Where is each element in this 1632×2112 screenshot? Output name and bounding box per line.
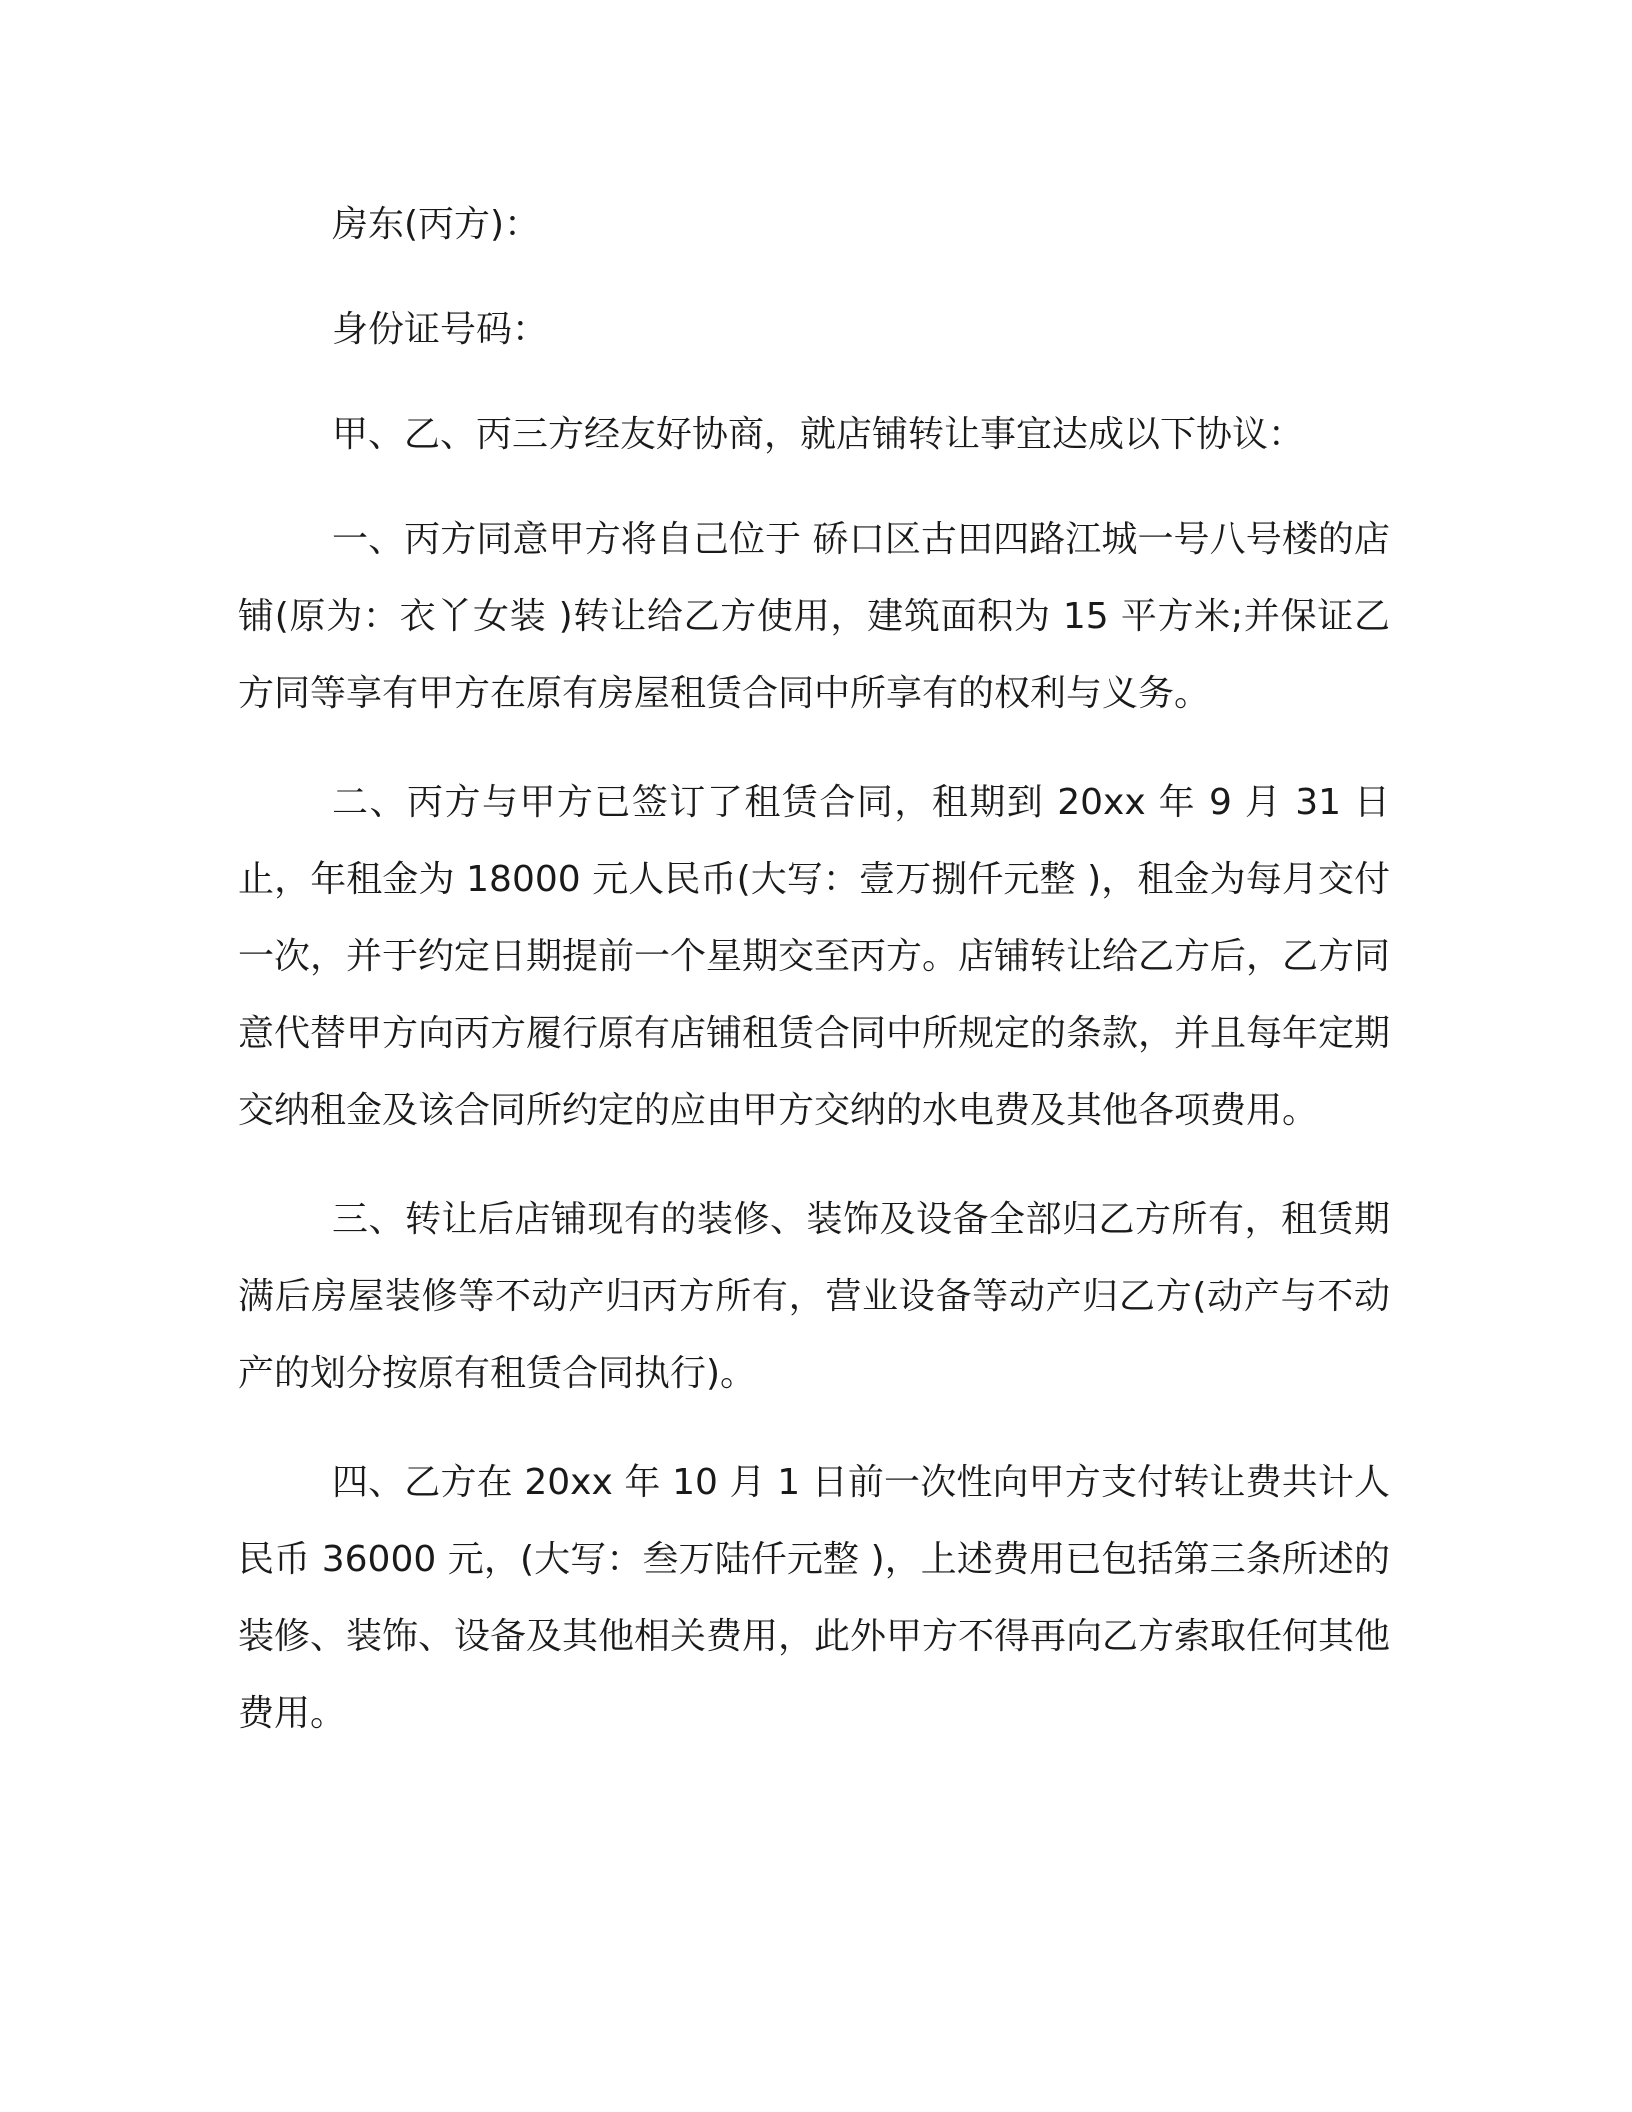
clause-2: 二、丙方与甲方已签订了租赁合同，租期到 20xx 年 9 月 31 日止，年租金为 18000 元人民币(大写：壹万捌仟元整 )，租金为每月交付一次，并于约定日期提前一个星期交至丙方。店铺转让给乙方后，乙方同意代替甲方向丙方履行原有店铺租赁合同中所规定的条款，并且每年定期交纳租金及该合同所约定的应由甲方交纳的水电费及其他各项费用。 [238, 782, 1391, 1131]
clause-1: 一、丙方同意甲方将自己位于 硚口区古田四路江城一号八号楼的店铺(原为：衣丫女装 )转让给乙方使用，建筑面积为 15 平方米;并保证乙方同等享有甲方在原有房屋租赁合同中所享有的权利与义务。 [238, 519, 1390, 714]
id-number-line: 身份证号码： [332, 309, 549, 350]
landlord-line: 房东(丙方)： [332, 204, 541, 245]
agreement-intro: 甲、乙、丙三方经友好协商，就店铺转让事宜达成以下协议： [332, 414, 1305, 455]
clause-4: 四、乙方在 20xx 年 10 月 1 日前一次性向甲方支付转让费共计人民币 36000 元，(大写：叁万陆仟元整 )，上述费用已包括第三条所述的装修、装饰、设备及其他相关费用，此外甲方不得再向乙方索取任何其他费用。 [238, 1462, 1391, 1734]
document-body [238, 186, 1390, 1752]
clause-3: 三、转让后店铺现有的装修、装饰及设备全部归乙方所有，租赁期满后房屋装修等不动产归丙方所有，营业设备等动产归乙方(动产与不动产的划分按原有租赁合同执行)。 [238, 1199, 1390, 1394]
